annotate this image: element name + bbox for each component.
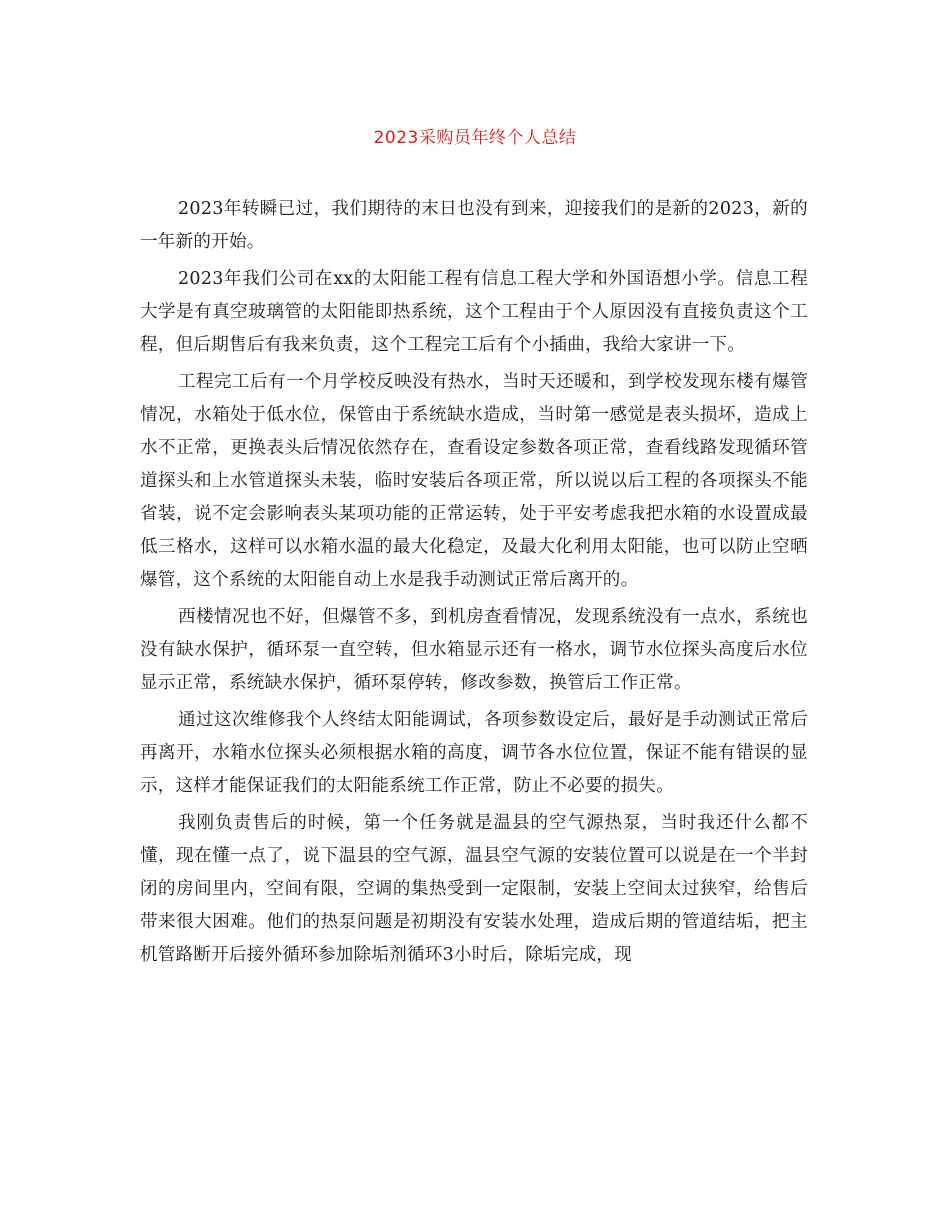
paragraph: 西楼情况也不好，但爆管不多，到机房查看情况，发现系统没有一点水，系统也没有缺水保护，循环泵一直空转，但水箱显示还有一格水，调节水位探头高度后水位显示正常，系统缺水保护，循环泵停转，修改参数，换管后工作正常。 — [140, 607, 808, 693]
document-body — [140, 193, 808, 976]
paragraph: 工程完工后有一个月学校反映没有热水，当时天还暖和，到学校发现东楼有爆管情况，水箱处于低水位，保管由于系统缺水造成，当时第一感觉是表头损坏，造成上水不正常，更换表头后情况依然存在，查看设定参数各项正常，查看线路发现循环管道探头和上水管道探头未装，临时安装后各项正常，所以说以后工程的各项探头不能省装，说不定会影响表头某项功能的正常运转，处于平安考虑我把水箱的水设置成最低三格水，这样可以水箱水温的最大化稳定，及最大化利用太阳能，也可以防止空晒爆管，这个系统的太阳能自动上水是我手动测试正常后离开的。 — [140, 372, 808, 590]
paragraph: 我刚负责售后的时候，第一个任务就是温县的空气源热泵，当时我还什么都不懂，现在懂一点了，说下温县的空气源，温县空气源的安装位置可以说是在一个半封闭的房间里内，空间有限，空调的集热受到一定限制，安装上空间太过狭窄，给售后带来很大困难。他们的热泵问题是初期没有安装水处理，造成后期的管道结垢，把主机管路断开后接外循环参加除垢剂循环3小时后，除垢完成，现 — [140, 813, 808, 965]
document-title: 2023采购员年终个人总结 — [373, 128, 577, 148]
paragraph: 2023年我们公司在xx的太阳能工程有信息工程大学和外国语想小学。信息工程大学是有真空玻璃管的太阳能即热系统，这个工程由于个人原因没有直接负责这个工程，但后期售后有我来负责，这个工程完工后有个小插曲，我给大家讲一下。 — [140, 269, 808, 355]
paragraph: 2023年转瞬已过，我们期待的末日也没有到来，迎接我们的是新的2023，新的一年新的开始。 — [140, 199, 808, 252]
paragraph: 通过这次维修我个人终结太阳能调试，各项参数设定后，最好是手动测试正常后再离开，水箱水位探头必须根据水箱的高度，调节各水位位置，保证不能有错误的显示，这样才能保证我们的太阳能系统工作正常，防止不必要的损失。 — [140, 710, 808, 796]
